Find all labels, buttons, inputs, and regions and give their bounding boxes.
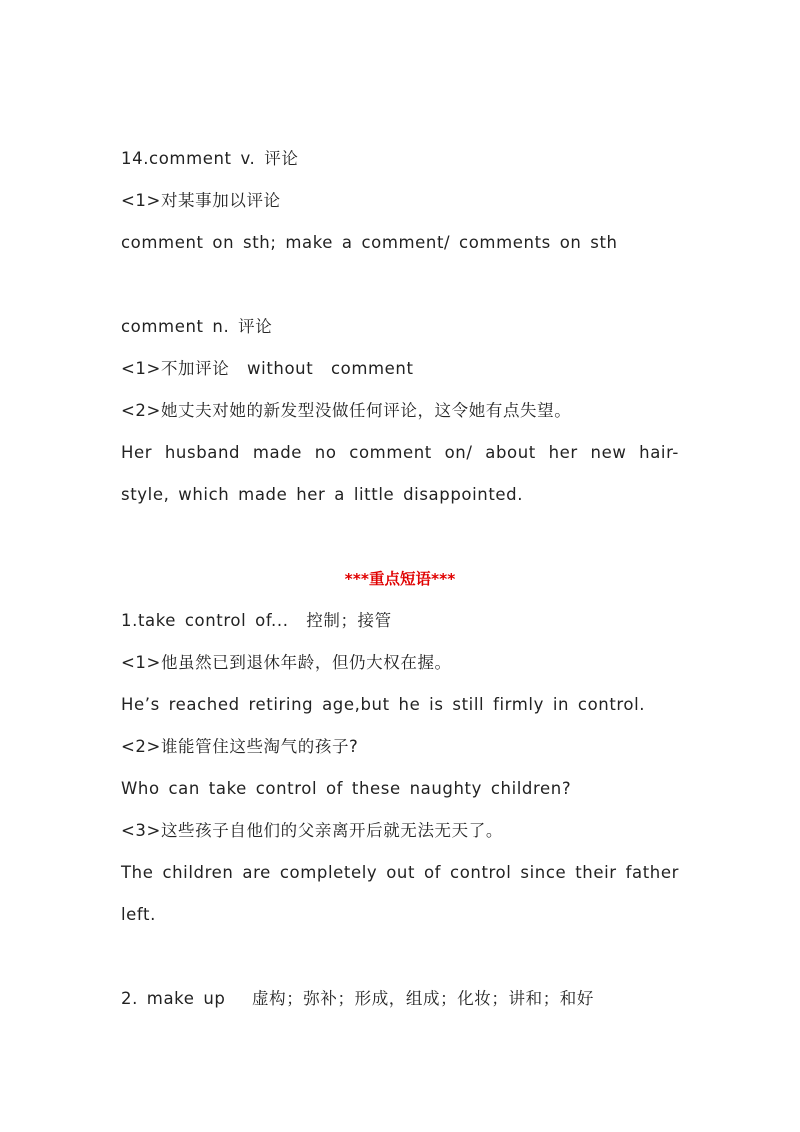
line-comment-verb-example: comment on sth; make a comment/ comments on sth xyxy=(121,233,618,252)
line-take-control-sense-3: <3>这些孩子自他们的父亲离开后就无法无天了。 xyxy=(121,821,503,840)
line-comment-verb: 14.comment v. 评论 xyxy=(121,149,299,168)
line-take-control-example-1: He’s reached retiring age,but he is still firmly in control. xyxy=(121,695,646,714)
line-comment-noun-example-1: Her husband made no comment on/ about her new hair- xyxy=(121,443,679,462)
line-take-control-example-3-cont: left. xyxy=(121,905,156,924)
line-take-control-example-3: The children are completely out of control since their father xyxy=(121,863,679,882)
line-take-control-sense-2: <2>谁能管住这些淘气的孩子? xyxy=(121,737,359,756)
line-comment-noun-example-2: style, which made her a little disappointed. xyxy=(121,485,524,504)
line-comment-noun: comment n. 评论 xyxy=(121,317,273,336)
section-heading: ***重点短语*** xyxy=(344,570,456,588)
line-comment-noun-sense-1: <1>不加评论 without comment xyxy=(121,359,414,378)
line-make-up: 2. make up 虚构；弥补；形成，组成；化妆；讲和；和好 xyxy=(121,989,595,1008)
line-comment-verb-sense-1: <1>对某事加以评论 xyxy=(121,191,281,210)
line-comment-noun-sense-2: <2>她丈夫对她的新发型没做任何评论，这令她有点失望。 xyxy=(121,401,572,420)
line-take-control: 1.take control of... 控制；接管 xyxy=(121,611,392,630)
line-take-control-sense-1: <1>他虽然已到退休年龄，但仍大权在握。 xyxy=(121,653,452,672)
line-take-control-example-2: Who can take control of these naughty children? xyxy=(121,779,572,798)
